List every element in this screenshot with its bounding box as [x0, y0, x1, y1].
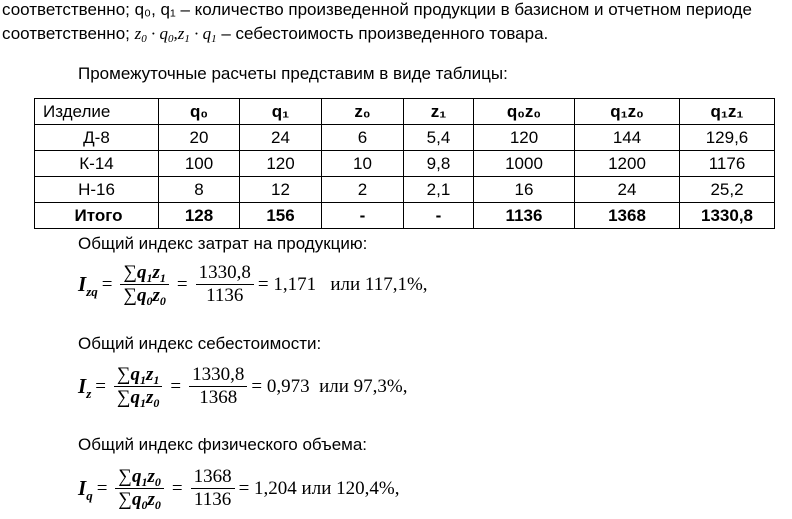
table-cell: К-14: [35, 151, 159, 177]
table-cell: 129,6: [680, 125, 775, 151]
table-cell: 20: [159, 125, 240, 151]
header-cell: q₀z₀: [474, 99, 575, 125]
table-cell: Н-16: [35, 177, 159, 203]
formula-cost-price-index: $I_z$ = $\frac{\sum q_1z_1}{\sum q_1z_0}$ = $\frac{1330,8}{1368}$ = 0,973 или 97,3%,: [78, 364, 408, 410]
table-cell: 2: [322, 177, 404, 203]
fraction-symbolic: $\frac{\sum q_1z_0}{\sum q_0z_0}$: [115, 466, 163, 511]
calculation-table: [34, 98, 775, 229]
formula-volume-index: $I_q$ = $\frac{\sum q_1z_0}{\sum q_0z_0}$ = $\frac{1368}{1136}$ = 1,204 или 120,4%,: [78, 466, 400, 512]
table-total-row: [35, 203, 775, 229]
total-cell: 1368: [575, 203, 680, 229]
formula-lhs: $I_{zq}$: [78, 272, 98, 299]
total-cell: 128: [159, 203, 240, 229]
line2-suffix: – себестоимость произведенного товара.: [216, 24, 549, 43]
table-cell: Д-8: [35, 125, 159, 151]
table-cell: 144: [575, 125, 680, 151]
table-cell: 2,1: [404, 177, 474, 203]
table-row: [35, 177, 775, 203]
table-cell: 8: [159, 177, 240, 203]
heading-cost-index: Общий индекс затрат на продукцию:: [78, 234, 368, 253]
total-cell: 1330,8: [680, 203, 775, 229]
fraction-symbolic: $\frac{\sum q_1z_1}{\sum q_0z_0}$: [120, 262, 168, 307]
table-cell: 120: [474, 125, 575, 151]
header-cell: q₁: [240, 99, 322, 125]
table-cell: 16: [474, 177, 575, 203]
table-cell: 24: [240, 125, 322, 151]
table-cell: 1176: [680, 151, 775, 177]
table-cell: 6: [322, 125, 404, 151]
table-cell: 12: [240, 177, 322, 203]
table-cell: 120: [240, 151, 322, 177]
inline-math-z0q0-z1q1: $z_0 \cdot q_0,z_1 \cdot q_1$: [134, 24, 217, 45]
header-cell: z₀: [322, 99, 404, 125]
total-cell: Итого: [35, 203, 159, 229]
table-cell: 24: [575, 177, 680, 203]
fraction-symbolic: $\frac{\sum q_1z_1}{\sum q_1z_0}$: [114, 364, 162, 409]
header-cell: z₁: [404, 99, 474, 125]
table-cell: 25,2: [680, 177, 775, 203]
intro-text: Промежуточные расчеты представим в виде таблицы:: [78, 64, 508, 83]
table-cell: 1000: [474, 151, 575, 177]
formula-result: = 0,973 или 97,3%,: [251, 375, 408, 397]
heading-volume-index: Общий индекс физического объема:: [78, 435, 368, 454]
paragraph-line-1: соответственно; q₀, q₁ – количество произведенной продукции в базисном и отчетном периоде: [2, 0, 752, 19]
table-row: [35, 125, 775, 151]
total-cell: 1136: [474, 203, 575, 229]
formula-result: = 1,171 или 117,1%,: [257, 273, 428, 295]
header-cell: q₁z₁: [680, 99, 775, 125]
table-cell: 100: [159, 151, 240, 177]
table-cell: 5,4: [404, 125, 474, 151]
table-cell: 1200: [575, 151, 680, 177]
table-cell: 9,8: [404, 151, 474, 177]
formula-cost-index: $I_{zq}$ = $\frac{\sum q_1z_1}{\sum q_0z_0}$ = $\frac{1330,8}{1136}$ = 1,171 или 117,1%,: [78, 262, 428, 308]
header-cell: q₁z₀: [575, 99, 680, 125]
total-cell: -: [404, 203, 474, 229]
fraction-numeric: $\frac{1330,8}{1136}$: [196, 262, 254, 307]
table-row: [35, 151, 775, 177]
formula-result: = 1,204 или 120,4%,: [238, 477, 400, 499]
header-cell: Изделие: [35, 99, 159, 125]
table-header-row: [35, 99, 775, 125]
header-cell: q₀: [159, 99, 240, 125]
paragraph-line-2: [2, 24, 548, 44]
heading-cost-price-index: Общий индекс себестоимости:: [78, 334, 322, 353]
fraction-numeric: $\frac{1368}{1136}$: [191, 466, 235, 511]
total-cell: 156: [240, 203, 322, 229]
formula-lhs: $I_q$: [78, 476, 93, 503]
fraction-numeric: $\frac{1330,8}{1368}$: [189, 364, 247, 409]
table-cell: 10: [322, 151, 404, 177]
formula-lhs: $I_z$: [78, 374, 92, 401]
line2-prefix: соответственно;: [2, 24, 135, 43]
total-cell: -: [322, 203, 404, 229]
